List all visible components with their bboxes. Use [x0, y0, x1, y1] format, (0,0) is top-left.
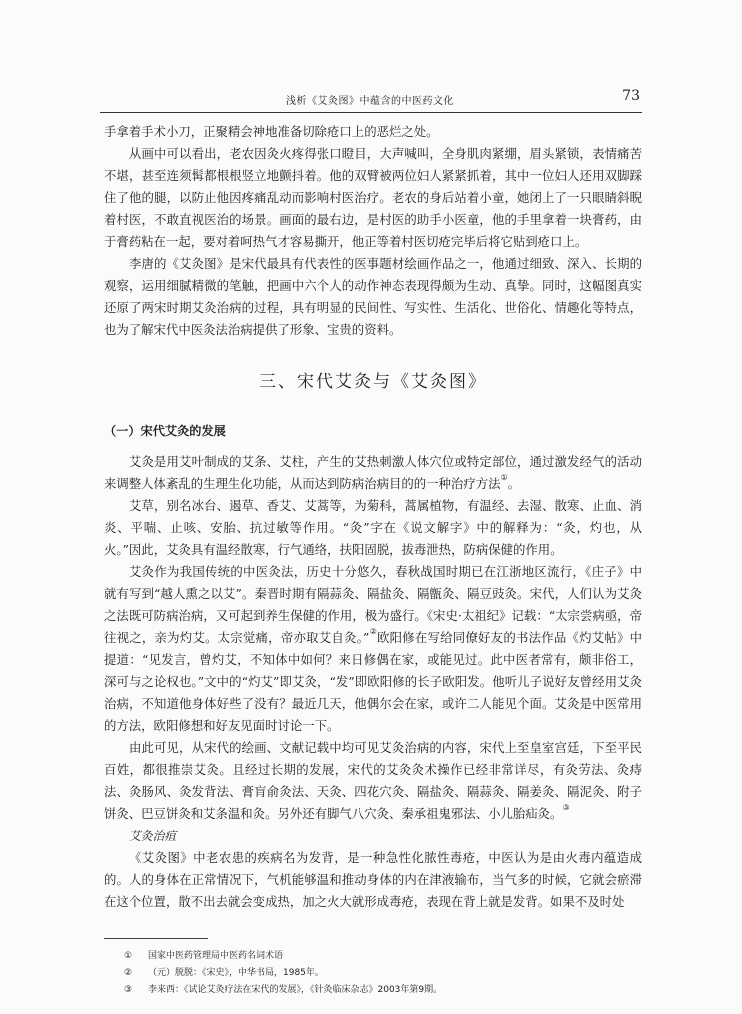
footnote-mark: ① — [124, 951, 133, 961]
footnote-mark: ② — [124, 968, 133, 978]
running-header — [100, 88, 640, 110]
paragraph-text: 由此可见，从宋代的绘画、文献记载中均可见艾灸治病的内容，宋代上至皇室宫廷，下至平民百姓，都很推崇艾灸。且经过长期的发展，宋代的艾灸灸术操作已经非常详尽，有灸劳法、灸痔法、灸肠风、灸发背法、膏肓俞灸法、天灸、四花穴灸、隔盐灸、隔蒜灸、隔姜灸、隔泥灸、附子饼灸、巴豆饼灸和艾条温和灸。另外还有脚气八穴灸、秦承祖鬼邪法、小儿胎疝灸。 — [104, 740, 642, 821]
footnote-mark: ③ — [124, 985, 133, 995]
footnote — [124, 948, 624, 965]
body-text — [104, 121, 642, 913]
footnote-ref: ① — [500, 473, 508, 482]
paragraph: 艾草，别名冰台、遏草、香艾、艾蒿等，为菊科，蒿属植物，有温经、去湿、散寒、止血、消炎、平喘、止咳、安胎、抗过敏等作用。“灸”字在《说文解字》中的解释为：“灸，灼也，从火。”因此，艾灸具有温经散寒，行气通络，扶阳固脱，拔毒泄热，防病保健的作用。 — [104, 498, 642, 557]
footnote-ref: ② — [369, 627, 378, 636]
footnote — [124, 982, 624, 999]
running-header-title: 浅析《艾灸图》中蕴含的中医药文化 — [286, 96, 454, 107]
paragraph — [104, 561, 642, 737]
paragraph-text: 欧阳修在写给同僚好友的书法作品《灼艾帖》中提道：“见发言，曾灼艾，不知体中如何？来日修偶在家，或能见过。此中医者常有，颇非俗工，深可与之论权也。”文中的“灼艾”即艾灸，“发”即欧阳修的长子欧阳发。他听儿子说好友曾经用艾灸治病，不知道他身体好些了没有？最近几天，他偶尔会在家，或许二人能见个面。艾灸是中医常用的方法，欧阳修想和好友见面时讨论一下。 — [104, 630, 643, 733]
paragraph: 从画中可以看出，老农因灸火疼得张口瞪目，大声喊叫，全身肌肉紧绷，眉头紧锁，表情痛苦不堪，甚至连须髯都根根竖立地颤抖着。他的双臂被两位妇人紧紧抓着，其中一位妇人还用双脚踩住了他的腿，以防止他因疼痛乱动而影响村医治疗。老农的身后站着小童，她闭上了一只眼睛斜睨着村医，不敢直视医治的场景。画面的最右边，是村医的助手小医童，他的手里拿着一块膏药，由于膏药粘在一起，要对着呵热气才容易撕开，他正等着村医切疮完毕后将它贴到疮口上。 — [104, 146, 642, 249]
footnote-text: 国家中医药管理局中医药名词术语 — [148, 951, 284, 961]
paragraph — [104, 737, 642, 825]
subheading-italic: 艾灸治疽 — [129, 829, 177, 843]
paragraph: 《艾灸图》中老农患的疾病名为发背，是一种急性化脓性毒疮，中医认为是由火毒内蕴造成的。人的身体在正常情况下，气机能够温和推动身体的内在津液输布，当气多的时候，它就会瘀滞在这个位置，散不出去就会变成热，加之火大就形成毒疮，表现在背上就是发背。如果不及时处 — [104, 850, 642, 909]
paragraph-continued: 手拿着手术小刀，正聚精会神地准备切除疮口上的恶烂之处。 — [104, 124, 439, 139]
paragraph-text: 艾灸作为我国传统的中医灸法，历史十分悠久，春秋战国时期已在江浙地区流行，《庄子》中就有写到“越人熏之以艾”。秦晋时期有隔蒜灸、隔盐灸、隔甑灸、隔豆豉灸。宋代，人们认为艾灸之法既可防病治病，又可起到养生保健的作用，极为盛行。《宋史·太祖纪》记载：“太宗尝病亟，帝往视之，亲为灼艾。太宗觉痛，帝亦取艾自灸。” — [104, 564, 642, 645]
footnote-text: （元）脱脱：《宋史》，中华书局，1985年。 — [148, 968, 324, 978]
header-rule — [100, 112, 642, 113]
footnote-text: 李来西：《试论艾灸疗法在宋代的发展》，《针灸临床杂志》2003年第9期。 — [148, 985, 443, 995]
footnote — [124, 965, 624, 982]
page-number: 73 — [622, 88, 640, 104]
paragraph-text: 艾灸是用艾叶制成的艾条、艾柱，产生的艾热刺激人体穴位或特定部位，通过激发经气的活动来调整人体紊乱的生理生化功能，从而达到防病治病目的的一种治疗方法 — [104, 454, 642, 491]
paragraph — [104, 451, 642, 495]
footnote-rule — [104, 938, 208, 939]
subsection-title: （一）宋代艾灸的发展 — [104, 424, 226, 438]
footnotes — [124, 948, 624, 999]
footnote-ref: ③ — [562, 803, 570, 812]
section-title: 三、宋代艾灸与《艾灸图》 — [259, 372, 487, 392]
paragraph-text: 。 — [507, 476, 521, 491]
paragraph: 李唐的《艾灸图》是宋代最具有代表性的医事题材绘画作品之一，他通过细致、深入、长期的观察，运用细腻精微的笔触，把画中六个人的动作神态表现得颇为生动、真挚。同时，这幅图真实还原了两宋时期艾灸治病的过程，具有明显的民间性、写实性、生活化、世俗化、情趣化等特点，也为了解宋代中医灸法治病提供了形象、宝贵的资料。 — [104, 256, 642, 337]
